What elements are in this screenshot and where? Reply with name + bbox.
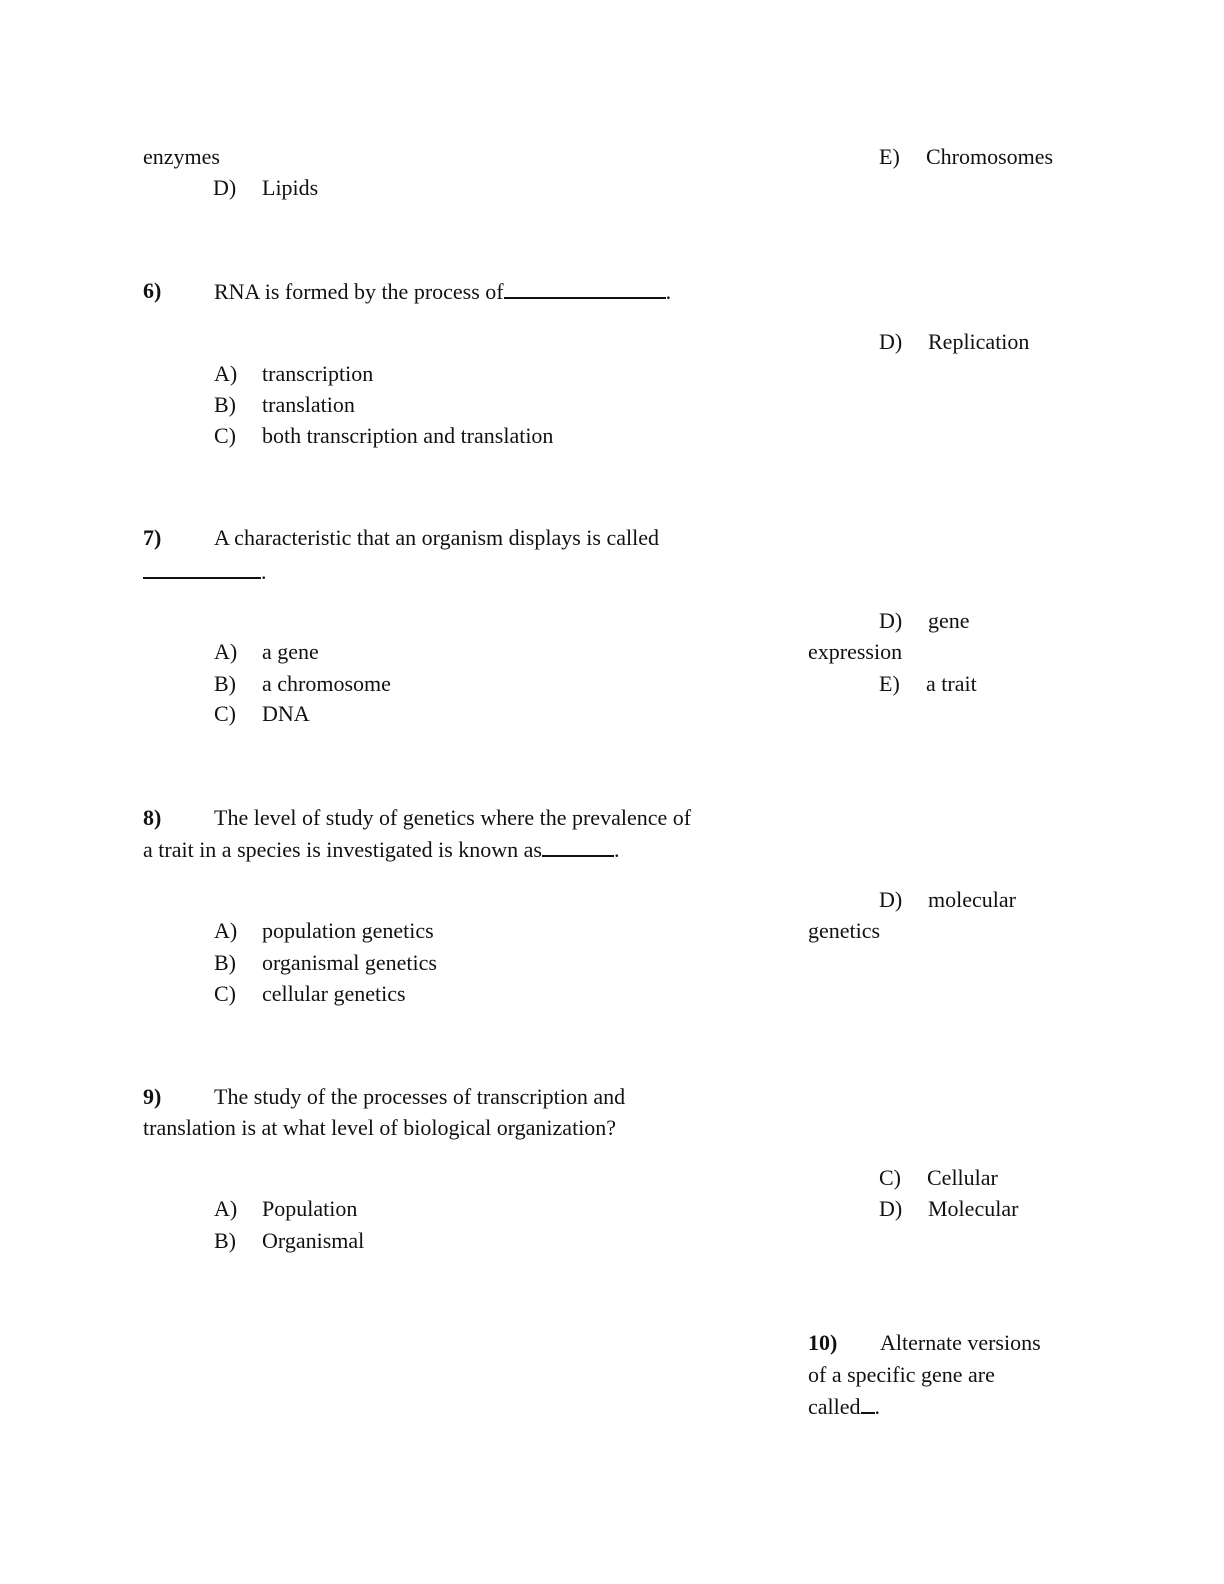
q7-option-e-letter: E) [879,671,900,696]
q7-option-d-letter: D) [879,608,903,633]
q8-option-d-text: molecular [928,887,1016,912]
q9-option-c-text: Cellular [927,1165,998,1190]
option-text-enzymes: enzymes [143,144,220,169]
q9-option-a-letter: A) [214,1196,238,1221]
question-10-stem-text: called [808,1394,861,1419]
question-7-stem-line2 [143,557,267,586]
question-10-stem: Alternate versions [880,1330,1041,1355]
question-6-stem-text: RNA is formed by the process of [214,279,504,304]
question-10-stem-end: . [874,1394,881,1419]
option-d-letter: D) [213,175,237,200]
question-7-stem-end: . [261,559,267,584]
q6-option-d-letter: D) [879,329,903,354]
question-9-stem: The study of the processes of transcription and [214,1084,626,1109]
q8-option-d-text-line2: genetics [808,918,881,943]
question-8-stem: The level of study of genetics where the prevalence of [214,805,692,830]
q9-option-a-text: Population [262,1196,358,1221]
q6-option-b-text: translation [262,392,355,417]
q9-option-c-letter: C) [879,1165,901,1190]
q8-option-c-letter: C) [214,981,236,1006]
option-e-letter: E) [879,144,900,169]
q7-option-d-text-line2: expression [808,639,903,664]
answer-blank [143,557,261,579]
q8-option-c-text: cellular genetics [262,981,406,1006]
q8-option-a-text: population genetics [262,918,434,943]
q6-option-c-text: both transcription and translation [262,423,554,448]
question-8-stem-line2 [143,835,619,864]
question-9-number: 9) [143,1084,162,1109]
q7-option-c-text: DNA [262,701,310,726]
question-6-number: 6) [143,278,162,303]
question-10-stem-line3 [808,1392,880,1421]
q9-option-d-text: Molecular [928,1196,1019,1221]
q9-option-d-letter: D) [879,1196,903,1221]
question-7-number: 7) [143,525,162,550]
answer-blank [504,277,666,299]
q7-option-a-text: a gene [262,639,319,664]
question-9-stem-line2: translation is at what level of biological organization? [143,1115,617,1140]
q7-option-c-letter: C) [214,701,236,726]
q9-option-b-letter: B) [214,1228,236,1253]
question-6-stem [214,277,671,306]
q8-option-b-letter: B) [214,950,236,975]
q7-option-d-text: gene [928,608,970,633]
answer-blank [542,835,614,857]
question-6-stem-end: . [665,279,672,304]
q8-option-a-letter: A) [214,918,238,943]
answer-blank [861,1392,875,1414]
q7-option-a-letter: A) [214,639,238,664]
q7-option-b-letter: B) [214,671,236,696]
question-10-stem-line2: of a specific gene are [808,1362,995,1387]
q7-option-b-text: a chromosome [262,671,391,696]
option-d-text: Lipids [262,175,319,200]
q6-option-a-text: transcription [262,361,374,386]
q6-option-a-letter: A) [214,361,238,386]
question-10-number: 10) [808,1330,838,1355]
q7-option-e-text: a trait [926,671,977,696]
question-8-stem-text: a trait in a species is investigated is known as [143,837,542,862]
q6-option-d-text: Replication [928,329,1030,354]
q6-option-b-letter: B) [214,392,236,417]
q8-option-b-text: organismal genetics [262,950,437,975]
question-8-number: 8) [143,805,162,830]
option-e-text: Chromosomes [926,144,1054,169]
question-7-stem: A characteristic that an organism displays is called [214,525,659,550]
q9-option-b-text: Organismal [262,1228,365,1253]
q8-option-d-letter: D) [879,887,903,912]
question-8-stem-end: . [613,837,620,862]
q6-option-c-letter: C) [214,423,236,448]
